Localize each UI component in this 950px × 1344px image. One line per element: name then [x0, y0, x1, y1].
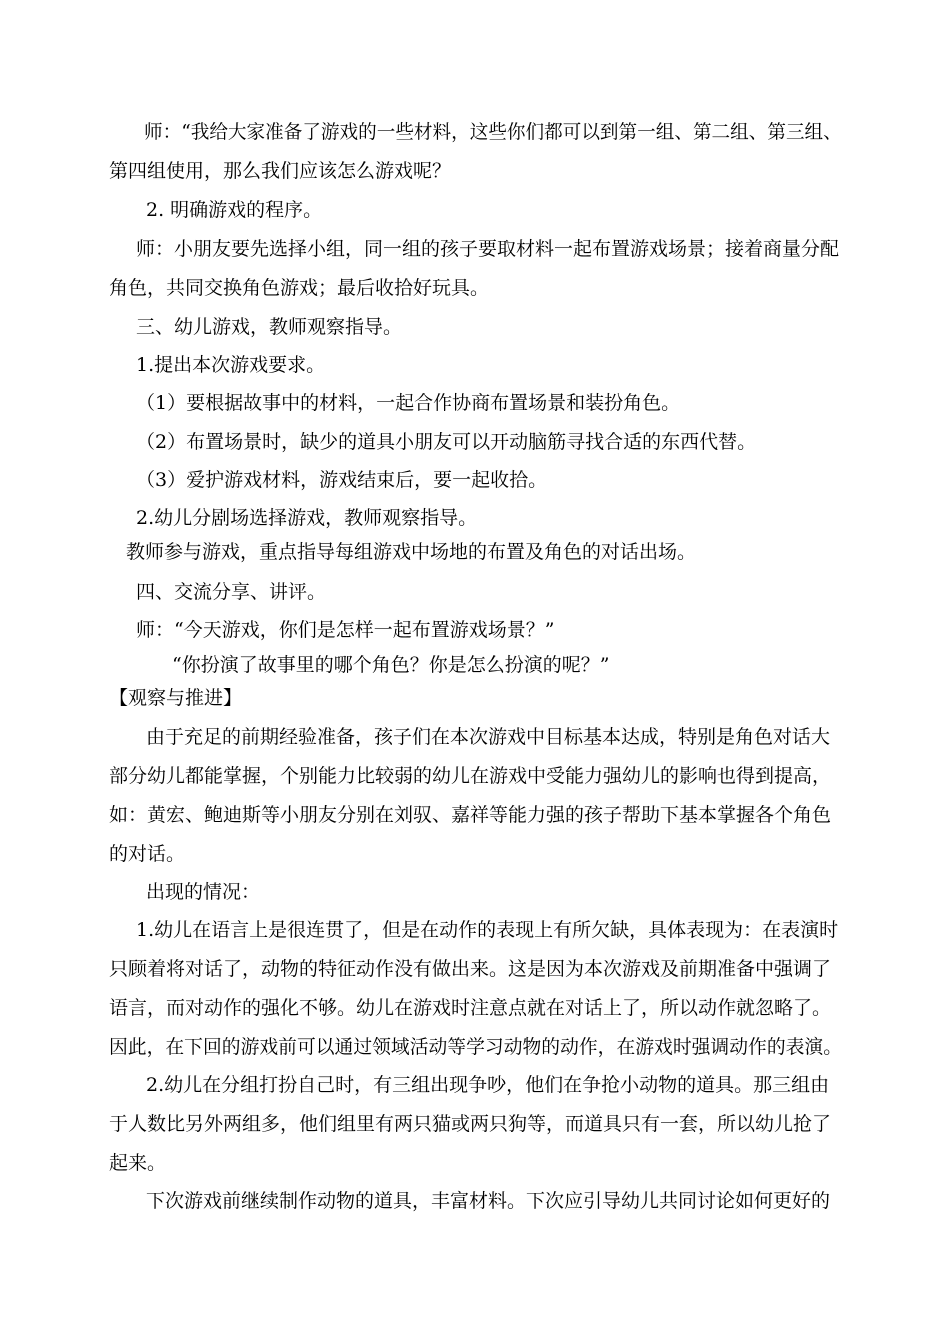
text-line: 只顾着将对话了，动物的特征动作没有做出来。这是因为本次游戏及前期准备中强调了 [109, 958, 832, 980]
text-line: 的对话。 [109, 843, 186, 865]
text-line: 师：“我给大家准备了游戏的一些材料，这些你们都可以到第一组、第二组、第三组、 [144, 121, 842, 143]
text-line: 2.幼儿在分组打扮自己时，有三组出现争吵，他们在争抢小动物的道具。那三组由 [146, 1074, 830, 1096]
text-line: 出现的情况： [146, 881, 261, 903]
text-line: 下次游戏前继续制作动物的道具，丰富材料。下次应引导幼儿共同讨论如何更好的 [146, 1190, 831, 1212]
text-line: 部分幼儿都能掌握，个别能力比较弱的幼儿在游戏中受能力强幼儿的影响也得到提高， [109, 765, 832, 787]
text-line: （1）要根据故事中的材料，一起合作协商布置场景和装扮角色。 [136, 392, 681, 414]
text-line: 师：“今天游戏，你们是怎样一起布置游戏场景？” [136, 619, 555, 641]
text-line: 语言，而对动作的强化不够。幼儿在游戏时注意点就在对话上了，所以动作就忽略了。 [109, 997, 832, 1019]
text-line: 第四组使用，那么我们应该怎么游戏呢？ [109, 160, 452, 182]
text-line: 2.幼儿分剧场选择游戏，教师观察指导。 [136, 507, 478, 529]
text-line: 1.提出本次游戏要求。 [136, 354, 326, 376]
text-line: 教师参与游戏，重点指导每组游戏中场地的布置及角色的对话出场。 [126, 541, 697, 563]
text-line: 由于充足的前期经验准备，孩子们在本次游戏中目标基本达成，特别是角色对话大 [146, 726, 831, 748]
text-line: 师：小朋友要先选择小组，同一组的孩子要取材料一起布置游戏场景；接着商量分配 [136, 238, 840, 260]
text-line: 1.幼儿在语言上是很连贯了，但是在动作的表现上有所欠缺，具体表现为：在表演时 [136, 919, 839, 941]
section-heading: 四、交流分享、讲评。 [136, 581, 327, 603]
text-line: 因此，在下回的游戏前可以通过领域活动等学习动物的动作，在游戏时强调动作的表演。 [109, 1036, 843, 1058]
text-line: （3）爱护游戏材料，游戏结束后，要一起收拾。 [136, 469, 548, 491]
text-line: 如：黄宏、鲍迪斯等小朋友分别在刘驭、嘉祥等能力强的孩子帮助下基本掌握各个角色 [109, 804, 832, 826]
text-line: （2）布置场景时，缺少的道具小朋友可以开动脑筋寻找合适的东西代替。 [136, 431, 757, 453]
section-heading: 三、幼儿游戏，教师观察指导。 [136, 316, 403, 338]
text-line: 2. 明确游戏的程序。 [146, 199, 323, 221]
text-line: 角色，共同交换角色游戏；最后收拾好玩具。 [109, 277, 490, 299]
section-heading: 【观察与推进】 [109, 687, 243, 709]
text-line: 起来。 [109, 1152, 167, 1174]
text-line: “你扮演了故事里的哪个角色？你是怎么扮演的呢？” [172, 654, 610, 676]
text-line: 于人数比另外两组多，他们组里有两只猫或两只狗等，而道具只有一套，所以幼儿抢了 [109, 1113, 832, 1135]
